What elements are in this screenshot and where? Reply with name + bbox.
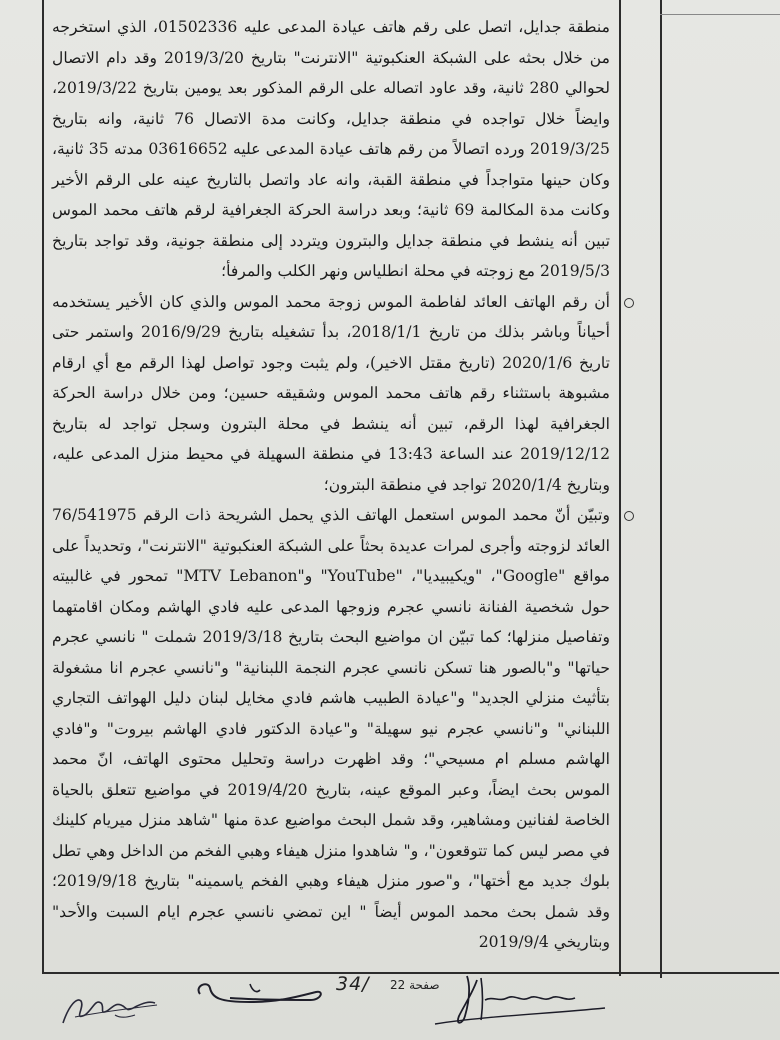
center-frame-line bbox=[619, 0, 621, 976]
top-edge-line bbox=[660, 14, 780, 15]
signature-right bbox=[425, 966, 625, 1036]
paragraph-2: أن رقم الهاتف العائد لفاطمة الموس زوجة محمد الموس والذي كان الأخير يستخدمه أحياناً وباشر بذلك من تاريخ 2018/1/1، بدأ تشغيله بتاريخ 2016/9/29 واستمر حتى تاريخ 2020/1/6 (تاريخ مقتل الاخير)، ولم يثبت وجود تواصل لهذا الرقم مع أي ارقام مشبوهة باستثناء رقم هاتف محمد الموس وشقيقه حسين؛ ومن خلال دراسة الحركة الجغرافية لهذا الرقم، تبين أنه ينشط في محلة البترون وسجل تواجد له بتاريخ 2019/12/12 عند الساعة 13:43 في منطقة السهيلة في محيط منزل المدعى عليه، وبتاريخ 2020/1/4 تواجد في منطقة البترون؛ bbox=[52, 287, 610, 501]
paragraph-3: وتبيّن أنّ محمد الموس استعمل الهاتف الذي يحمل الشريحة ذات الرقم 76/541975 العائد لزوجته وأجرى لمرات عديدة بحثاً على الشبكة العنكبوتية "الانترنت"، وتحديداً على مواقع "Google"، "ويكيبيديا"، "YouTube" و"MTV Lebanon" تمحور في غالبيته حول شخصية الفنانة نانسي عجرم وزوجها المدعى عليه فادي الهاشم ومكان اقامتهما وتفاصيل منزلها؛ كما تبيّن ان مواضيع البحث بتاريخ 2019/3/18 شملت " نانسي عجرم حياتها" و"بالصور هنا تسكن نانسي عجرم النجمة اللبنانية" و"نانسي عجرم انا مشغولة بتأثيث منزلي الجديد" و"عيادة الطبيب هاشم فادي مخايل لبنان دليل الهواتف التجاري اللبناني" و"نانسي عجرم نيو سهيلة" و"عيادة الدكتور فادي الهاشم بيروت" و"فادي الهاشم مسلم ام مسيحي"؛ وقد اظهرت دراسة وتحليل محتوى الهاتف، انّ محمد الموس بحث ايضاً، وعبر الموقع عينه، بتاريخ 2019/4/20 في مواضيع تتعلق بالحياة الخاصة لفنانين ومشاهير، وقد شمل البحث مواضيع عدة منها "شاهد منزل ميريام كلينك في مصر ليس كما تتوقعون"، و" شاهدوا منزل هيفاء وهبي الفخم من الداخل وهي تطل بلوك جديد مع أختها"، و"صور منزل هيفاء وهبي الفخم ياسمينه" بتاريخ 2019/9/18؛ وقد شمل بحث محمد الموس أيضاً " اين تمضي نانسي عجرم ايام السبت والأحد" وبتاريخي 2019/9/4 bbox=[52, 500, 610, 958]
left-frame-line bbox=[42, 0, 44, 972]
signature-left bbox=[55, 985, 165, 1030]
signature-middle bbox=[190, 972, 330, 1012]
page-label: صفحة 22 bbox=[390, 978, 440, 992]
paragraph-1: منطقة جدايل، اتصل على رقم هاتف عيادة المدعى عليه 01502336، الذي استخرجه من خلال بحثه على الشبكة العنكبوتية "الانترنت" بتاريخ 2019/3/20 وقد دام الاتصال لحوالي 280 ثانية، وقد عاود اتصاله على الرقم المذكور بعد يومين بتاريخ 2019/3/22، وايضاً خلال تواجده في منطقة جدايل، وكانت مدة الاتصال 76 ثانية، وانه بتاريخ 2019/3/25 ورده اتصالاً من رقم هاتف عيادة المدعى عليه 03616652 مدته 35 ثانية، وكان حينها متواجداً في منطقة القبة، وانه عاد واتصل بالتاريخ عينه على الرقم الأخير وكانت مدة المكالمة 69 ثانية؛ وبعد دراسة الحركة الجغرافية لرقم هاتف محمد الموس تبين أنه ينشط في منطقة جدايل والبترون ويتردد إلى منطقة جونية، وقد تواجد بتاريخ 2019/5/3 مع زوجته في محلة انطلياس ونهر الكلب والمرفأ؛ bbox=[52, 18, 610, 280]
right-frame-line bbox=[660, 0, 662, 978]
body-text-column bbox=[52, 12, 610, 972]
bottom-frame-line bbox=[42, 972, 779, 974]
page-number: 34/ bbox=[336, 973, 370, 995]
